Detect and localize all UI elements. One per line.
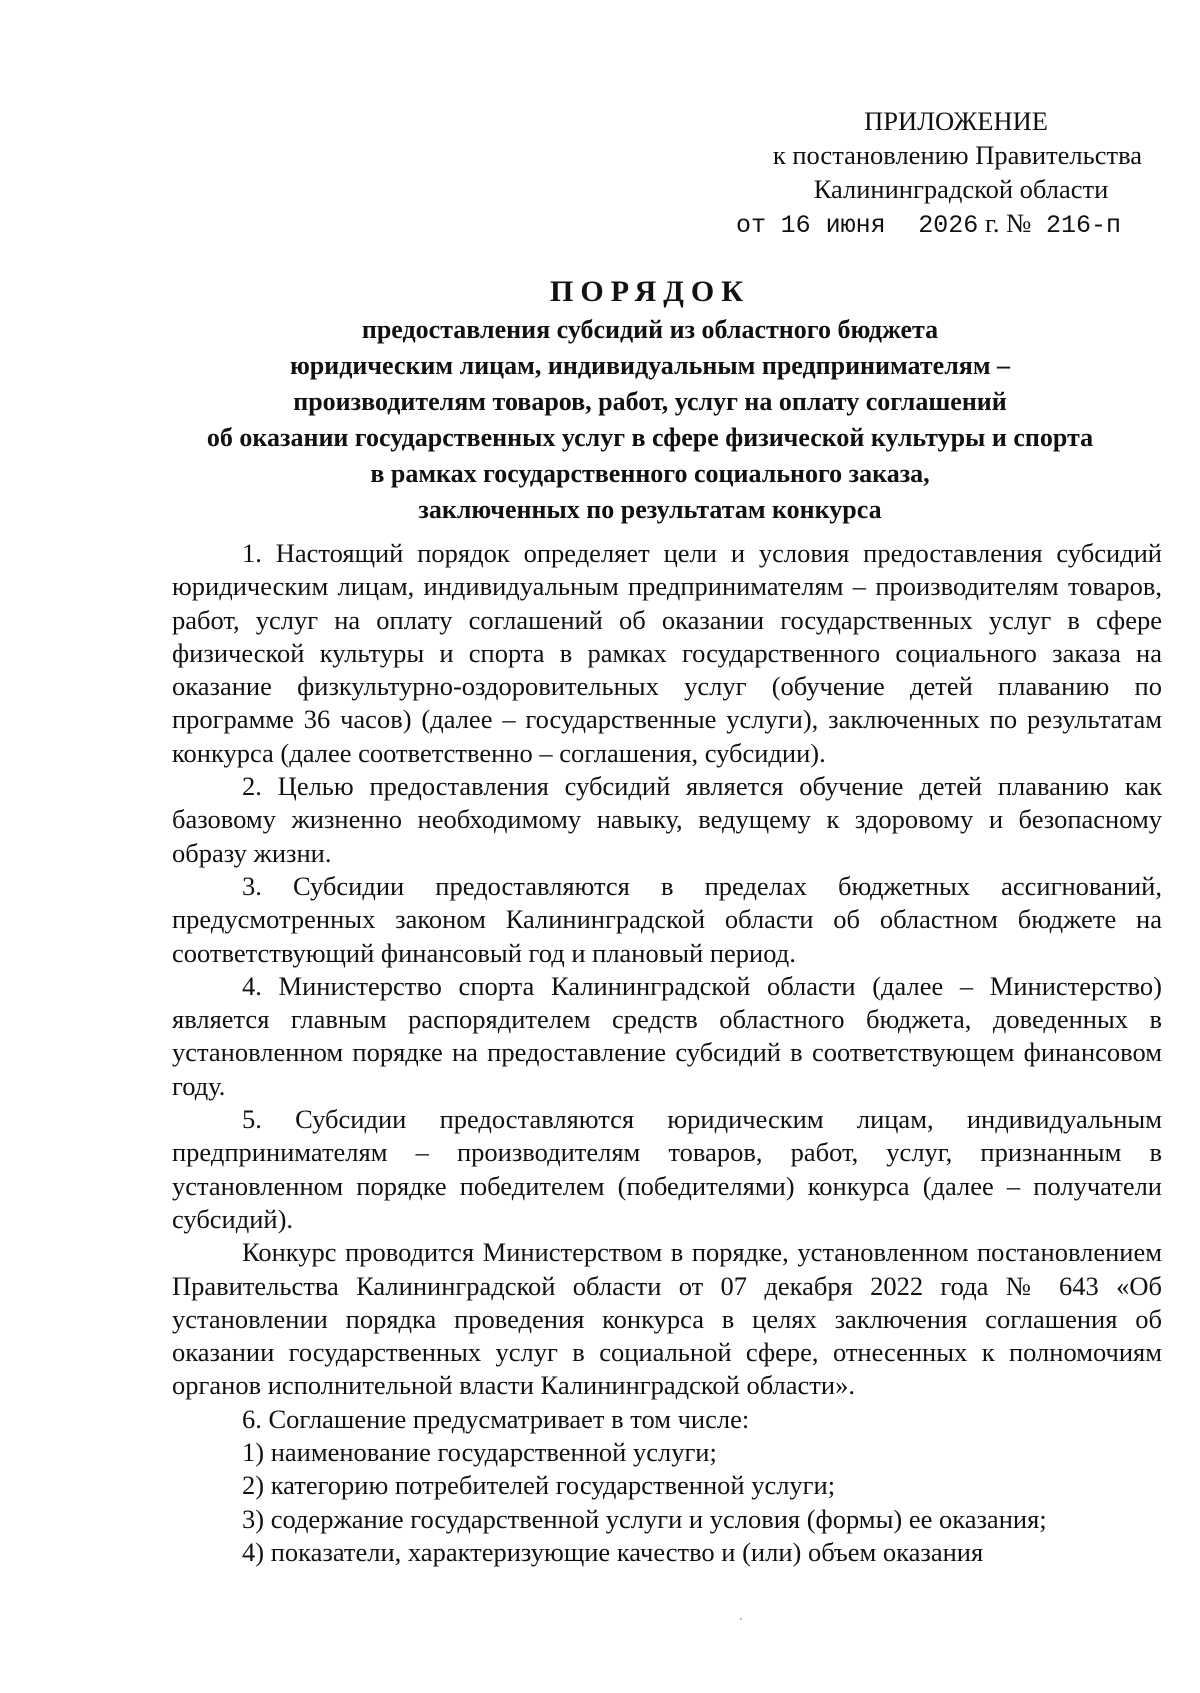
paragraph: 4. Министерство спорта Калининградской области (далее – Министерство) является главным распорядителем средств областного бюджета, доведенных в установленном порядке на предоставление субсидий в соответствующем финансовом году. <box>172 970 1162 1101</box>
attachment-line-2: Калининградской области <box>813 174 1109 204</box>
heading-line: об оказании государственных услуг в сфере физической культуры и спорта <box>206 423 1094 452</box>
paragraph: 1. Настоящий порядок определяет цели и условия предоставления субсидий юридическим лицам, индивидуальным предпринимателям – производителям товаров, работ, услуг на оплату соглашений об оказании государственных услуг в сфере физической культуры и спорта в рамках государственного социального заказа на оказание физкультурно-оздоровительных услуг (обучение детей плаванию по программе 36 часов) (далее – государственные услуги), заключенных по результатам конкурса (далее соответственно – соглашения, субсидии). <box>172 538 1162 768</box>
date-prefix: от <box>736 211 767 240</box>
attachment-line-1: к постановлению Правительства <box>772 140 1142 170</box>
paragraph: 6. Соглашение предусматривает в том числе: <box>242 1403 750 1434</box>
attachment-date-line <box>736 208 1121 240</box>
heading-line: в рамках государственного социального заказа, <box>370 459 930 488</box>
paragraph: Конкурс проводится Министерством в порядке, установленном постановлением Правительства Калининградской области от 07 декабря 2022 года № 643 «Об установлении порядка проведения конкурса в целях заключения соглашения об оказании государственных услуг в социальной сфере, отнесенных к полномочиям органов исполнительной власти Калининградской области». <box>172 1237 1162 1401</box>
heading-subtitle <box>130 312 1170 528</box>
list-item: 3) содержание государственной услуги и условия (формы) ее оказания; <box>242 1503 1047 1534</box>
date-day: 16 июня <box>780 211 886 240</box>
document-heading <box>130 272 1170 528</box>
scan-speck <box>740 1618 742 1620</box>
list-item: 2) категорию потребителей государственной услуги; <box>242 1470 836 1501</box>
attachment-title: ПРИЛОЖЕНИЕ <box>864 106 1048 136</box>
document-number: 216-п <box>1045 211 1121 240</box>
attachment-block <box>742 104 1142 206</box>
paragraph: 5. Субсидии предоставляются юридическим лицам, индивидуальным предпринимателям – производителям товаров, работ, услуг, признанным в установленном порядке победителем (победителями) конкурса (далее – получатели субсидий). <box>172 1104 1162 1234</box>
heading-line: производителям товаров, работ, услуг на оплату соглашений <box>293 387 1007 416</box>
list-item: 4) показатели, характеризующие качество и (или) объем оказания <box>242 1536 984 1567</box>
date-year: 2026 г. № <box>918 208 1032 240</box>
heading-line: юридическим лицам, индивидуальным предпринимателям – <box>289 351 1011 380</box>
document-body <box>172 537 1162 1569</box>
heading-line: предоставления субсидий из областного бюджета <box>361 315 939 344</box>
heading-line: заключенных по результатам конкурса <box>418 495 882 524</box>
paragraph: 3. Субсидии предоставляются в пределах бюджетных ассигнований, предусмотренных законом Калининградской области об областном бюджете на соответствующий финансовый год и плановый период. <box>172 870 1162 968</box>
paragraph: 2. Целью предоставления субсидий является обучение детей плаванию как базовому жизненно необходимому навыку, ведущему к здоровому и безопасному образу жизни. <box>172 771 1162 868</box>
list-item: 1) наименование государственной услуги; <box>242 1437 717 1468</box>
heading-main: ПОРЯДОК <box>550 275 750 308</box>
